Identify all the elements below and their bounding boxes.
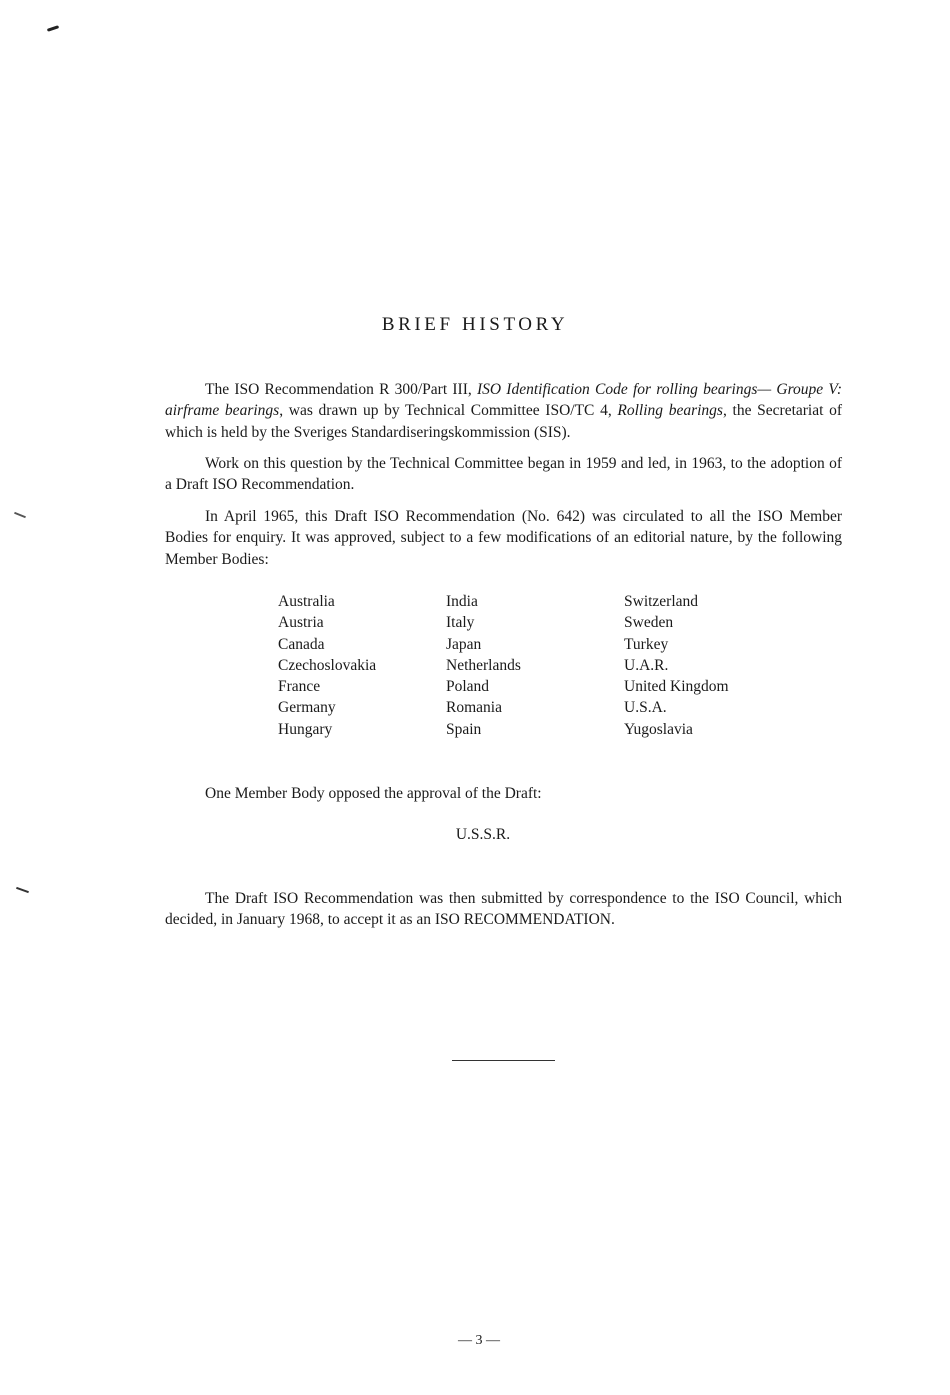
scan-artifact-mark — [16, 887, 29, 893]
member-body: U.S.A. — [624, 699, 667, 717]
member-body: Yugoslavia — [624, 720, 693, 738]
member-body: Japan — [446, 635, 482, 653]
paragraph-work — [165, 453, 842, 496]
member-body: Romania — [446, 699, 502, 717]
member-body: Italy — [446, 614, 475, 632]
member-body: France — [278, 678, 321, 696]
member-column-3 — [624, 591, 729, 740]
member-body: Turkey — [624, 635, 669, 653]
member-body: Czechoslovakia — [278, 656, 377, 674]
member-body: U.A.R. — [624, 656, 669, 674]
paragraph-opposition — [165, 783, 842, 804]
member-body: Germany — [278, 699, 336, 717]
member-body: Hungary — [278, 720, 333, 738]
scan-artifact-mark — [14, 512, 26, 518]
scan-artifact-mark — [47, 25, 59, 32]
paragraph-italic-title: ISO Identification Code for rolling bearings— Groupe V: airframe bearings — [165, 381, 842, 420]
member-body: Austria — [278, 614, 324, 632]
paragraph-circulation — [165, 506, 842, 570]
paragraph-origin — [165, 379, 842, 443]
page-number: — 3 — — [458, 1333, 500, 1348]
paragraph-text: One Member Body opposed the approval of the Draft: — [205, 785, 542, 802]
opposing-member-body: U.S.S.R. — [455, 826, 511, 843]
member-body: Poland — [446, 678, 490, 696]
paragraph-text: , the Secretariat of which is held by the Sveriges Standardiseringskommission (SIS). — [165, 402, 843, 441]
member-body: India — [446, 593, 478, 610]
member-body: Sweden — [624, 614, 674, 632]
paragraph-text: , was drawn up by Technical Committee ISO/TC 4, — [279, 402, 618, 420]
paragraph-text: The Draft ISO Recommendation was then submitted by correspondence to the ISO Council, which decided, in January 1968, to accept it as an ISO RECOMMENDATION. — [165, 890, 842, 929]
member-body: Netherlands — [446, 656, 521, 674]
paragraph-text: Work on this question by the Technical Committee began in 1959 and led, in 1963, to the adoption of a Draft ISO Recommendation. — [165, 455, 842, 494]
member-body: United Kingdom — [624, 678, 729, 696]
member-body: Australia — [278, 593, 335, 610]
member-body: Canada — [278, 635, 325, 653]
member-body: Spain — [446, 720, 482, 738]
paragraph-acceptance — [165, 888, 842, 931]
page-title: BRIEF HISTORY — [381, 314, 569, 335]
member-column-2 — [446, 591, 521, 740]
member-column-1 — [278, 591, 376, 740]
member-body: Switzerland — [624, 593, 699, 610]
section-divider — [452, 1060, 555, 1061]
paragraph-italic-committee: Rolling bearings — [617, 402, 723, 420]
paragraph-text: In April 1965, this Draft ISO Recommendation (No. 642) was circulated to all the ISO Member Bodies for enquiry. It was approved, subject to a few modifications of an editorial nature, by the following Member Bodies: — [165, 508, 842, 568]
paragraph-text: The ISO Recommendation R 300/Part III, — [205, 381, 477, 398]
